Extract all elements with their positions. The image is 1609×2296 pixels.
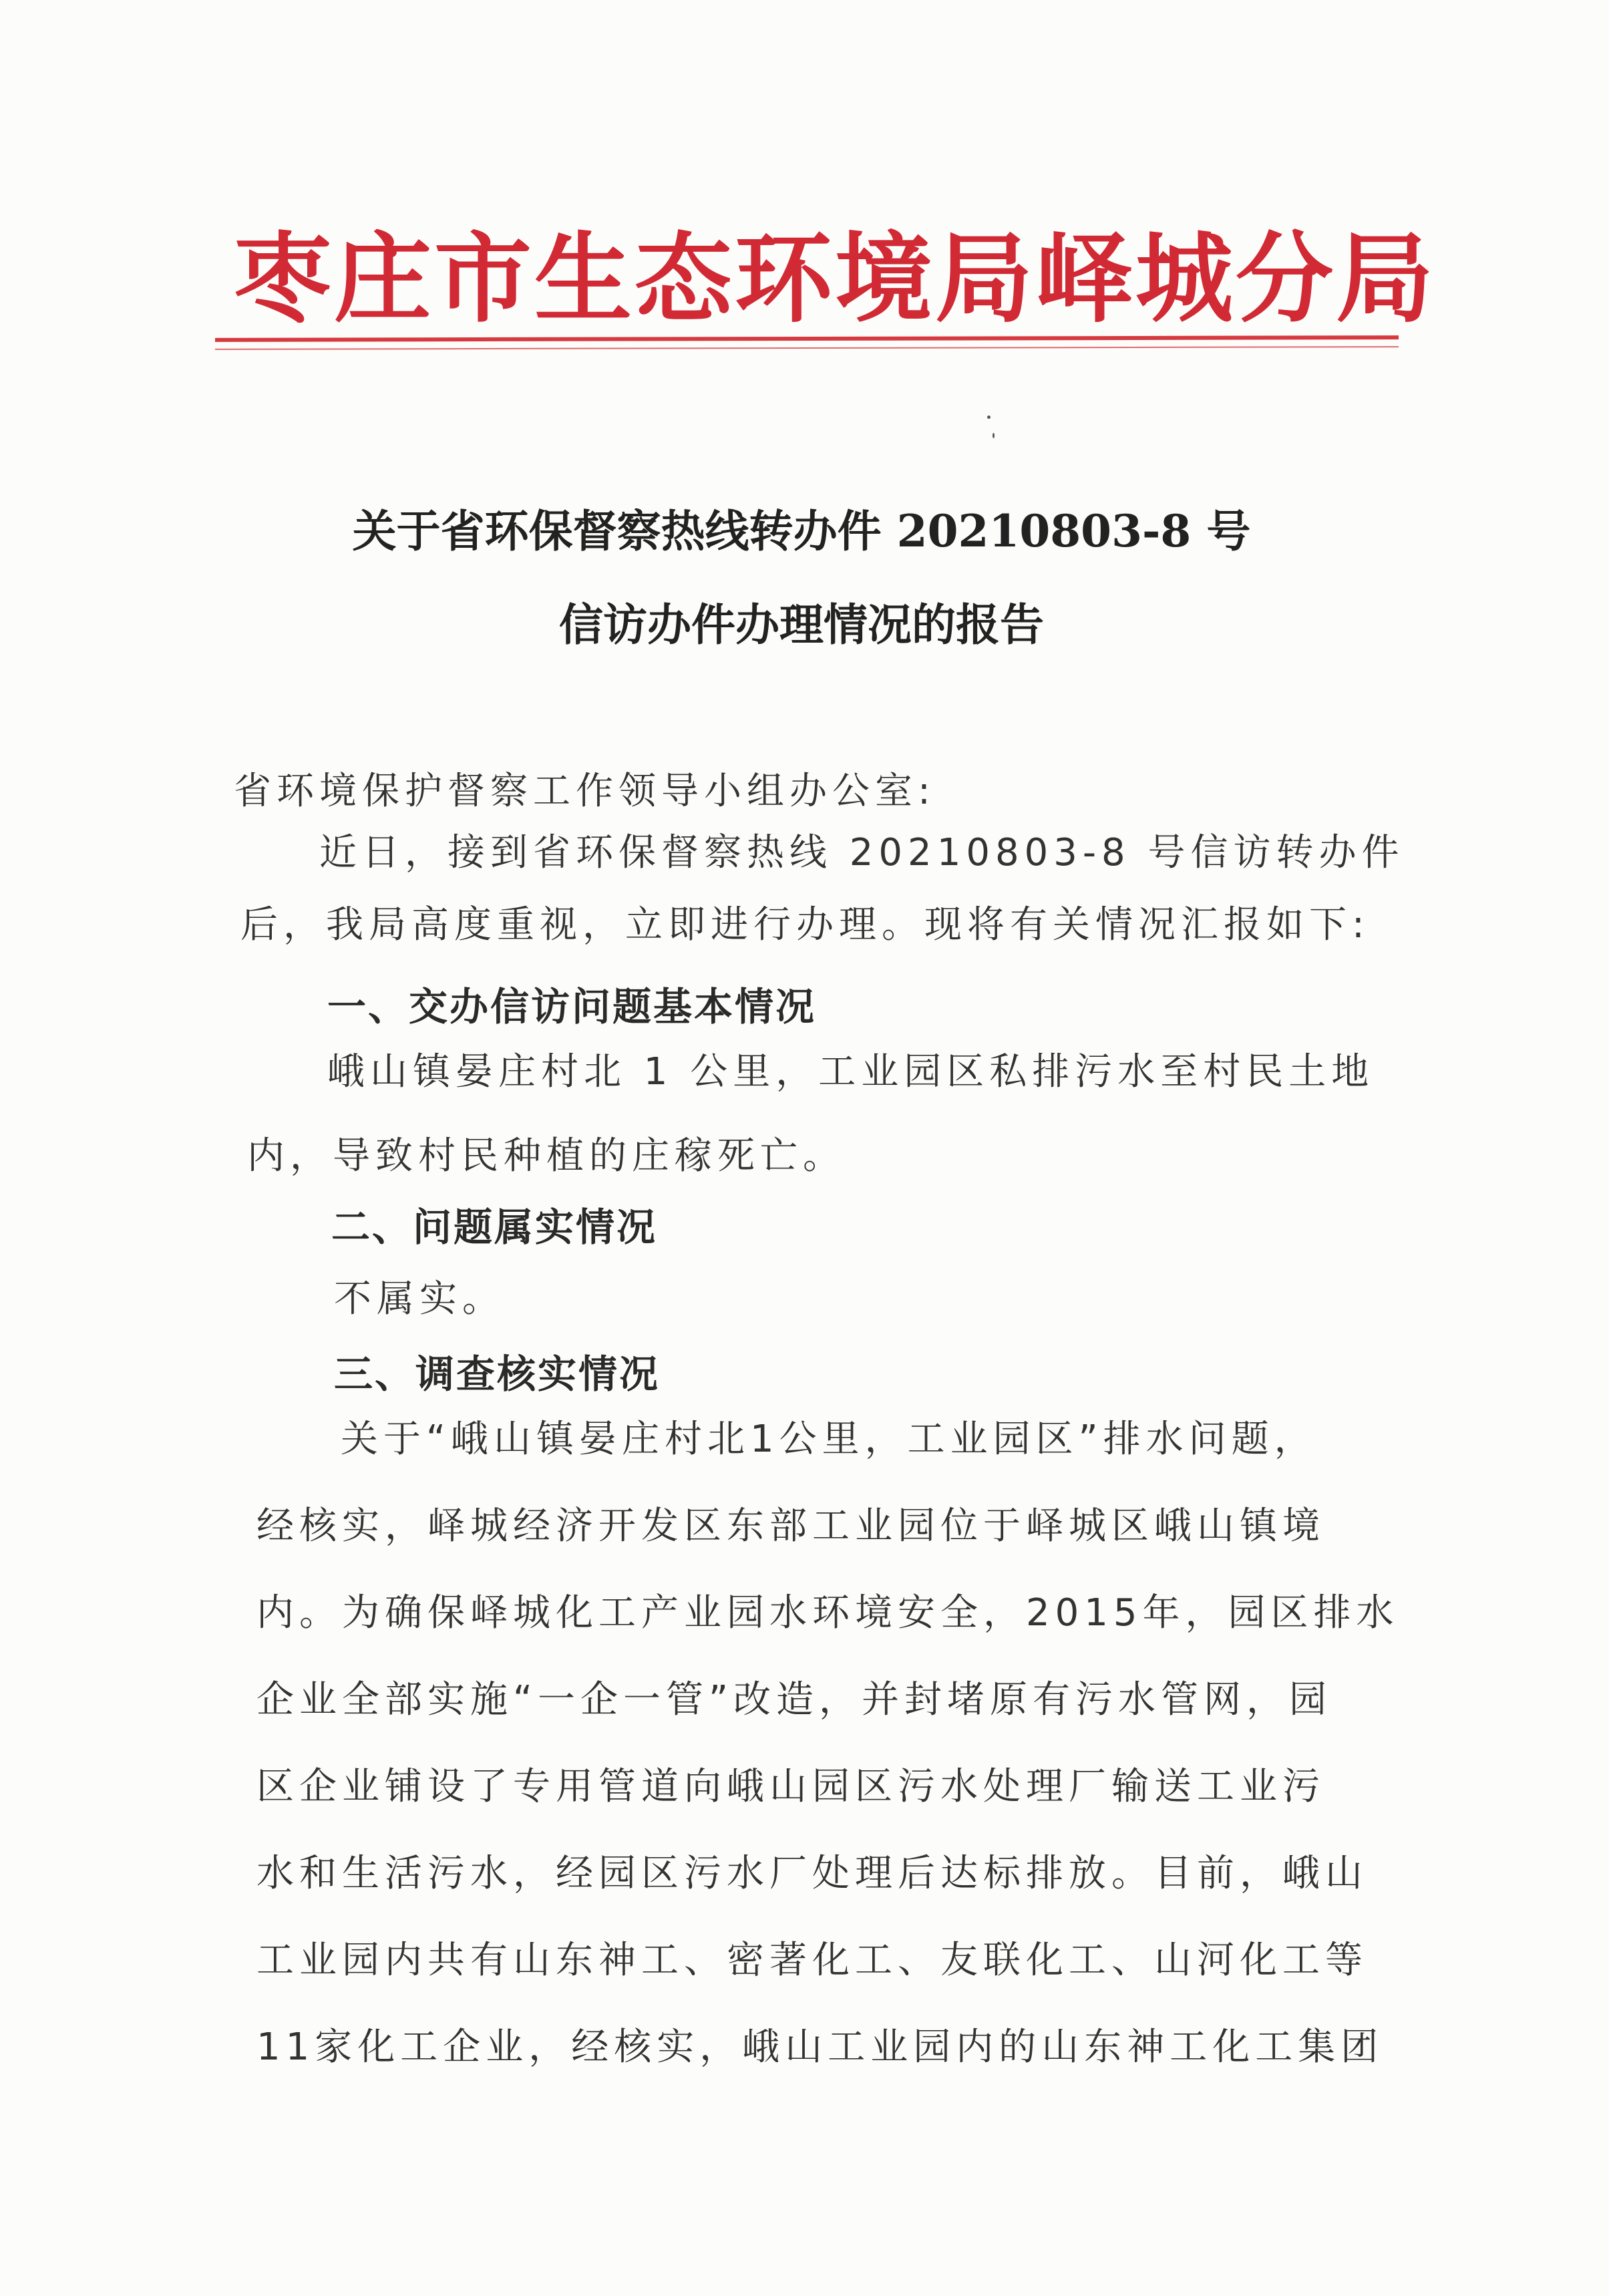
letterhead-red-rule-thin: [215, 346, 1399, 350]
section-1-line-2: 内，导致村民种植的庄稼死亡。: [247, 1134, 846, 1178]
section-3-line-3: 内。为确保峄城化工产业园水环境安全，2015年，园区排水: [256, 1591, 1399, 1635]
section-3-line-6: 水和生活污水，经园区污水厂处理后达标排放。目前，峨山: [256, 1852, 1368, 1895]
section-heading-3: 三、调查核实情况: [334, 1351, 661, 1397]
section-heading-2: 二、问题属实情况: [331, 1204, 658, 1250]
section-3-line-5: 区企业铺设了专用管道向峨山园区污水处理厂输送工业污: [256, 1765, 1325, 1808]
section-3-line-2: 经核实，峄城经济开发区东部工业园位于峄城区峨山镇境: [256, 1504, 1325, 1548]
section-3-line-7: 工业园内共有山东神工、密著化工、友联化工、山河化工等: [256, 1939, 1368, 1982]
section-3-line-8: 11家化工企业，经核实，峨山工业园内的山东神工化工集团: [256, 2025, 1384, 2069]
report-title-line-1: 关于省环保督察热线转办件 20210803-8 号: [352, 505, 1251, 557]
section-1-line-1: 峨山镇晏庄村北 1 公里，工业园区私排污水至村民土地: [327, 1050, 1375, 1094]
salutation: 省环境保护督察工作领导小组办公室:: [234, 770, 936, 813]
intro-line-2: 后，我局高度重视，立即进行办理。现将有关情况汇报如下:: [240, 903, 1370, 947]
report-title-line-2: 信访办件办理情况的报告: [559, 599, 1044, 651]
section-heading-1: 一、交办信访问题基本情况: [327, 984, 817, 1029]
scan-speck: [987, 416, 991, 419]
intro-line-1: 近日，接到省环保督察热线 20210803-8 号信访转办件: [319, 831, 1405, 874]
section-2-line-1: 不属实。: [334, 1277, 505, 1321]
letterhead-org-name: 枣庄市生态环境局峄城分局: [234, 222, 1436, 336]
section-3-line-1: 关于“峨山镇晏庄村北1公里，工业园区”排水问题，: [341, 1418, 1317, 1461]
scan-speck: [993, 433, 995, 438]
section-3-line-4: 企业全部实施“一企一管”改造，并封堵原有污水管网，园: [256, 1678, 1332, 1721]
